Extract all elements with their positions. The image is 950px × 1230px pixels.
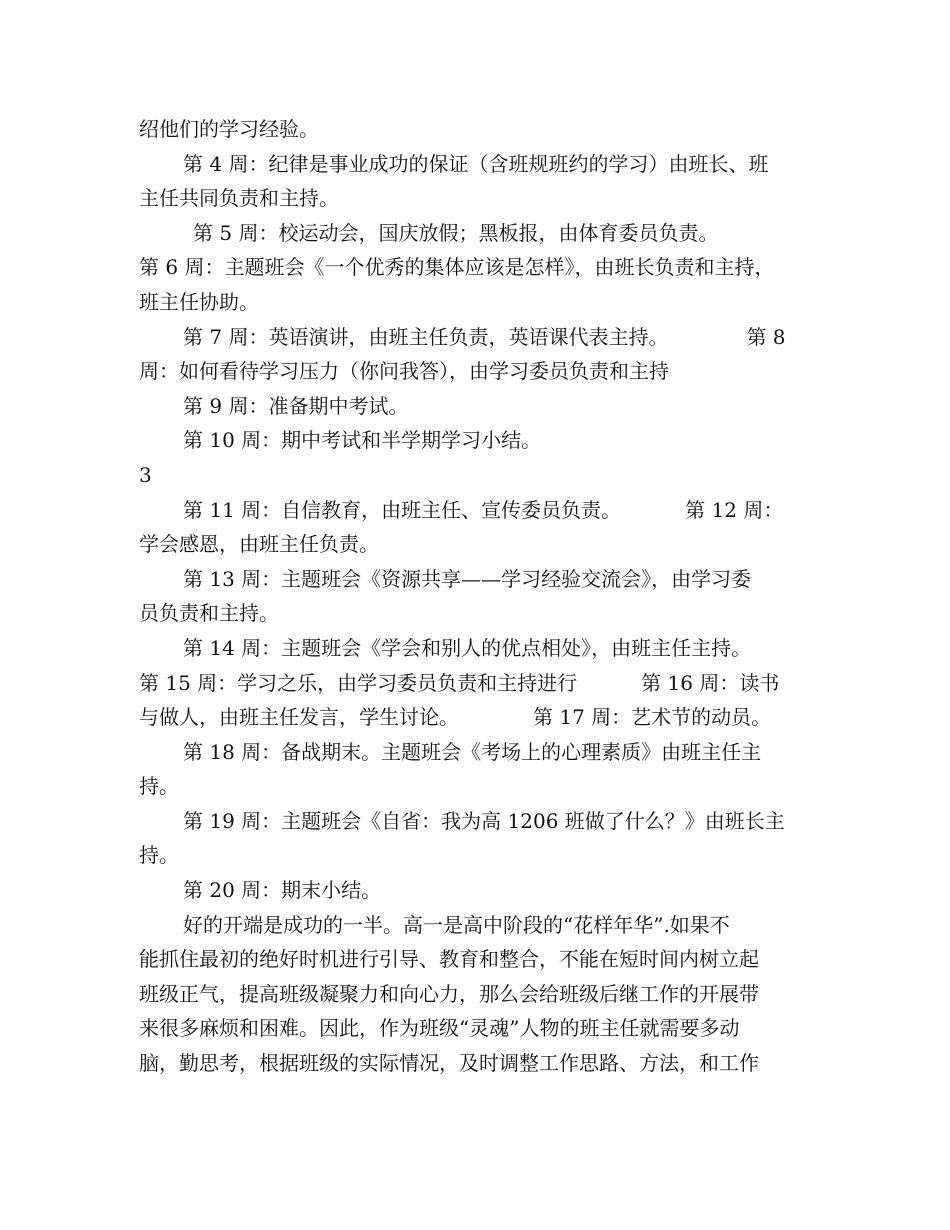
text-line: 第 5 周：校运动会，国庆放假；黑板报，由体育委员负责。 [193,220,719,245]
text-line: 第 11 周：自信教育，由班主任、宣传委员负责。 第 12 周： [183,497,784,522]
text-line: 班主任协助。 [139,289,259,314]
text-line: 员负责和主持。 [139,601,279,626]
page-number: 3 [139,462,152,487]
text-line: 第 15 周：学习之乐，由学习委员负责和主持进行 第 16 周：读书 [139,670,780,695]
text-line: 第 10 周：期中考试和半学期学习小结。 [183,428,542,453]
text-line: 学会感恩，由班主任负责。 [139,532,379,557]
text-line: 主任共同负责和主持。 [139,186,339,211]
text-line: 脑，勤思考，根据班级的实际情况，及时调整工作思路、方法，和工作 [139,1051,759,1076]
text-line: 来很多麻烦和困难。因此，作为班级“灵魂”人物的班主任就需要多动 [139,1016,740,1041]
text-line: 持。 [139,843,179,868]
text-line: 能抓住最初的绝好时机进行引导、教育和整合，不能在短时间内树立起 [139,947,759,972]
document-page [139,112,831,1081]
text-line: 持。 [139,774,179,799]
text-line: 第 4 周：纪律是事业成功的保证（含班规班约的学习）由班长、班 [183,151,769,176]
text-line: 周：如何看待学习压力（你问我答），由学习委员负责和主持 [139,359,669,384]
text-line: 第 9 周：准备期中考试。 [183,393,409,418]
text-line: 第 6 周：主题班会《一个优秀的集体应该是怎样》，由班长负责和主持， [139,255,775,280]
text-line: 好的开端是成功的一半。高一是高中阶段的“花样年华”.如果不 [183,912,730,937]
text-line: 第 7 周：英语演讲，由班主任负责，英语课代表主持。 第 8 [183,324,786,349]
text-line: 第 20 周：期末小结。 [183,878,382,903]
text-line: 第 19 周：主题班会《自省：我为高 1206 班做了什么？》由班长主 [183,808,785,833]
text-line: 第 14 周：主题班会《学会和别人的优点相处》，由班主任主持。 [183,635,752,660]
text-line: 第 18 周：备战期末。主题班会《考场上的心理素质》由班主任主 [183,739,762,764]
text-line: 与做人，由班主任发言，学生讨论。 第 17 周：艺术节的动员。 [139,705,772,730]
text-line: 绍他们的学习经验。 [139,117,319,141]
text-line: 班级正气，提高班级凝聚力和向心力，那么会给班级后继工作的开展带 [139,981,759,1006]
text-line: 第 13 周：主题班会《资源共享——学习经验交流会》，由学习委 [183,566,752,591]
